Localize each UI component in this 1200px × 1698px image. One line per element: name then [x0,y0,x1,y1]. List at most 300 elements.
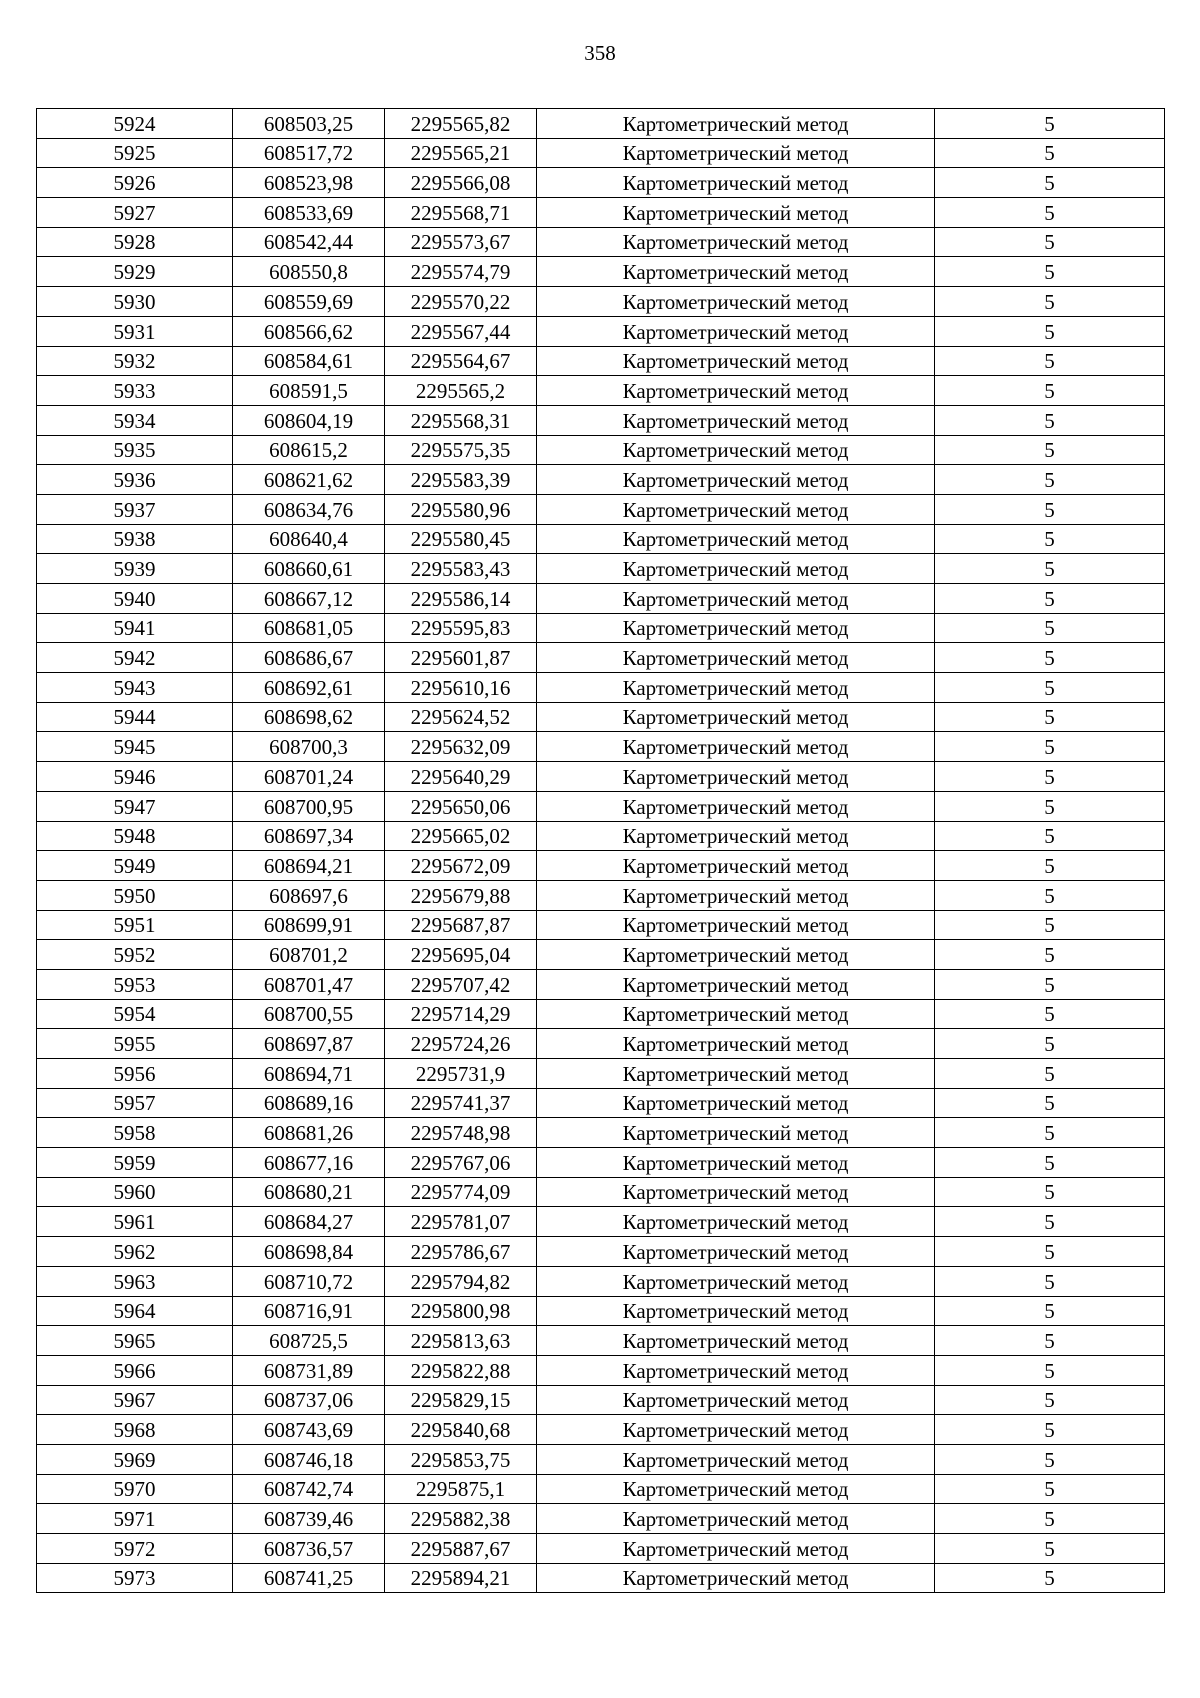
method-cell: Картометрический метод [537,851,935,881]
method-cell: Картометрический метод [537,1415,935,1445]
x-coordinate-cell: 608660,61 [233,554,385,584]
accuracy-cell: 5 [935,1563,1165,1593]
point-number-cell: 5930 [37,287,233,317]
x-coordinate-cell: 608559,69 [233,287,385,317]
x-coordinate-cell: 608746,18 [233,1444,385,1474]
table-row [37,1088,1165,1118]
method-cell: Картометрический метод [537,109,935,139]
point-number-cell: 5935 [37,435,233,465]
y-coordinate-cell: 2295568,31 [385,405,537,435]
method-cell: Картометрический метод [537,613,935,643]
y-coordinate-cell: 2295822,88 [385,1355,537,1385]
method-cell: Картометрический метод [537,554,935,584]
method-cell: Картометрический метод [537,257,935,287]
accuracy-cell: 5 [935,643,1165,673]
x-coordinate-cell: 608725,5 [233,1326,385,1356]
table-row [37,198,1165,228]
point-number-cell: 5927 [37,198,233,228]
method-cell: Картометрический метод [537,999,935,1029]
accuracy-cell: 5 [935,1355,1165,1385]
accuracy-cell: 5 [935,1326,1165,1356]
method-cell: Картометрический метод [537,1177,935,1207]
table-row [37,494,1165,524]
point-number-cell: 5965 [37,1326,233,1356]
point-number-cell: 5945 [37,732,233,762]
point-number-cell: 5926 [37,168,233,198]
point-number-cell: 5949 [37,851,233,881]
point-number-cell: 5958 [37,1118,233,1148]
y-coordinate-cell: 2295853,75 [385,1444,537,1474]
point-number-cell: 5959 [37,1148,233,1178]
x-coordinate-cell: 608743,69 [233,1415,385,1445]
x-coordinate-cell: 608621,62 [233,465,385,495]
y-coordinate-cell: 2295640,29 [385,762,537,792]
point-number-cell: 5929 [37,257,233,287]
method-cell: Картометрический метод [537,405,935,435]
y-coordinate-cell: 2295887,67 [385,1534,537,1564]
method-cell: Картометрический метод [537,1059,935,1089]
accuracy-cell: 5 [935,494,1165,524]
point-number-cell: 5968 [37,1415,233,1445]
accuracy-cell: 5 [935,524,1165,554]
table-row [37,762,1165,792]
table-row [37,969,1165,999]
accuracy-cell: 5 [935,257,1165,287]
accuracy-cell: 5 [935,880,1165,910]
y-coordinate-cell: 2295568,71 [385,198,537,228]
method-cell: Картометрический метод [537,316,935,346]
accuracy-cell: 5 [935,1534,1165,1564]
x-coordinate-cell: 608700,3 [233,732,385,762]
method-cell: Картометрический метод [537,465,935,495]
table-row [37,1059,1165,1089]
table-row [37,405,1165,435]
accuracy-cell: 5 [935,138,1165,168]
table-row [37,1029,1165,1059]
point-number-cell: 5946 [37,762,233,792]
point-number-cell: 5969 [37,1444,233,1474]
method-cell: Картометрический метод [537,346,935,376]
method-cell: Картометрический метод [537,673,935,703]
y-coordinate-cell: 2295570,22 [385,287,537,317]
accuracy-cell: 5 [935,1296,1165,1326]
table-row [37,1385,1165,1415]
method-cell: Картометрический метод [537,168,935,198]
method-cell: Картометрический метод [537,1355,935,1385]
accuracy-cell: 5 [935,435,1165,465]
y-coordinate-cell: 2295829,15 [385,1385,537,1415]
table-row [37,168,1165,198]
x-coordinate-cell: 608739,46 [233,1504,385,1534]
y-coordinate-cell: 2295767,06 [385,1148,537,1178]
y-coordinate-cell: 2295564,67 [385,346,537,376]
method-cell: Картометрический метод [537,376,935,406]
y-coordinate-cell: 2295566,08 [385,168,537,198]
table-row [37,1148,1165,1178]
point-number-cell: 5943 [37,673,233,703]
method-cell: Картометрический метод [537,821,935,851]
point-number-cell: 5970 [37,1474,233,1504]
accuracy-cell: 5 [935,1148,1165,1178]
point-number-cell: 5940 [37,584,233,614]
point-number-cell: 5932 [37,346,233,376]
y-coordinate-cell: 2295586,14 [385,584,537,614]
point-number-cell: 5931 [37,316,233,346]
table-row [37,1474,1165,1504]
x-coordinate-cell: 608681,05 [233,613,385,643]
method-cell: Картометрический метод [537,1118,935,1148]
accuracy-cell: 5 [935,702,1165,732]
y-coordinate-cell: 2295672,09 [385,851,537,881]
x-coordinate-cell: 608680,21 [233,1177,385,1207]
table-row [37,643,1165,673]
y-coordinate-cell: 2295894,21 [385,1563,537,1593]
x-coordinate-cell: 608684,27 [233,1207,385,1237]
table-row [37,791,1165,821]
table-row [37,910,1165,940]
x-coordinate-cell: 608677,16 [233,1148,385,1178]
accuracy-cell: 5 [935,1415,1165,1445]
point-number-cell: 5956 [37,1059,233,1089]
point-number-cell: 5954 [37,999,233,1029]
accuracy-cell: 5 [935,791,1165,821]
y-coordinate-cell: 2295786,67 [385,1237,537,1267]
table-row [37,227,1165,257]
x-coordinate-cell: 608640,4 [233,524,385,554]
method-cell: Картометрический метод [537,1385,935,1415]
accuracy-cell: 5 [935,1088,1165,1118]
point-number-cell: 5941 [37,613,233,643]
method-cell: Картометрический метод [537,435,935,465]
table-row [37,524,1165,554]
x-coordinate-cell: 608694,71 [233,1059,385,1089]
point-number-cell: 5972 [37,1534,233,1564]
table-row [37,1118,1165,1148]
point-number-cell: 5938 [37,524,233,554]
point-number-cell: 5947 [37,791,233,821]
point-number-cell: 5925 [37,138,233,168]
point-number-cell: 5973 [37,1563,233,1593]
point-number-cell: 5971 [37,1504,233,1534]
y-coordinate-cell: 2295794,82 [385,1266,537,1296]
y-coordinate-cell: 2295731,9 [385,1059,537,1089]
y-coordinate-cell: 2295573,67 [385,227,537,257]
table-row [37,465,1165,495]
table-row [37,554,1165,584]
accuracy-cell: 5 [935,1207,1165,1237]
table-row [37,940,1165,970]
accuracy-cell: 5 [935,1029,1165,1059]
method-cell: Картометрический метод [537,494,935,524]
x-coordinate-cell: 608566,62 [233,316,385,346]
accuracy-cell: 5 [935,554,1165,584]
accuracy-cell: 5 [935,1504,1165,1534]
accuracy-cell: 5 [935,821,1165,851]
point-number-cell: 5924 [37,109,233,139]
y-coordinate-cell: 2295687,87 [385,910,537,940]
y-coordinate-cell: 2295724,26 [385,1029,537,1059]
point-number-cell: 5942 [37,643,233,673]
table-row [37,1355,1165,1385]
method-cell: Картометрический метод [537,227,935,257]
method-cell: Картометрический метод [537,762,935,792]
x-coordinate-cell: 608694,21 [233,851,385,881]
x-coordinate-cell: 608742,74 [233,1474,385,1504]
point-number-cell: 5966 [37,1355,233,1385]
x-coordinate-cell: 608615,2 [233,435,385,465]
x-coordinate-cell: 608710,72 [233,1266,385,1296]
table-row [37,1415,1165,1445]
table-row [37,613,1165,643]
point-number-cell: 5928 [37,227,233,257]
point-number-cell: 5939 [37,554,233,584]
accuracy-cell: 5 [935,969,1165,999]
point-number-cell: 5955 [37,1029,233,1059]
x-coordinate-cell: 608681,26 [233,1118,385,1148]
y-coordinate-cell: 2295875,1 [385,1474,537,1504]
accuracy-cell: 5 [935,1444,1165,1474]
accuracy-cell: 5 [935,940,1165,970]
coordinates-table-body [37,109,1165,1593]
x-coordinate-cell: 608689,16 [233,1088,385,1118]
x-coordinate-cell: 608542,44 [233,227,385,257]
y-coordinate-cell: 2295650,06 [385,791,537,821]
y-coordinate-cell: 2295575,35 [385,435,537,465]
point-number-cell: 5964 [37,1296,233,1326]
y-coordinate-cell: 2295595,83 [385,613,537,643]
accuracy-cell: 5 [935,584,1165,614]
method-cell: Картометрический метод [537,1563,935,1593]
x-coordinate-cell: 608700,55 [233,999,385,1029]
accuracy-cell: 5 [935,198,1165,228]
method-cell: Картометрический метод [537,584,935,614]
y-coordinate-cell: 2295774,09 [385,1177,537,1207]
y-coordinate-cell: 2295707,42 [385,969,537,999]
y-coordinate-cell: 2295679,88 [385,880,537,910]
table-row [37,1266,1165,1296]
accuracy-cell: 5 [935,613,1165,643]
table-row [37,287,1165,317]
table-row [37,1296,1165,1326]
accuracy-cell: 5 [935,1474,1165,1504]
accuracy-cell: 5 [935,109,1165,139]
point-number-cell: 5944 [37,702,233,732]
table-row [37,1177,1165,1207]
table-row [37,138,1165,168]
table-row [37,880,1165,910]
x-coordinate-cell: 608701,24 [233,762,385,792]
accuracy-cell: 5 [935,376,1165,406]
x-coordinate-cell: 608686,67 [233,643,385,673]
x-coordinate-cell: 608523,98 [233,168,385,198]
method-cell: Картометрический метод [537,702,935,732]
x-coordinate-cell: 608699,91 [233,910,385,940]
table-row [37,1237,1165,1267]
accuracy-cell: 5 [935,673,1165,703]
x-coordinate-cell: 608697,6 [233,880,385,910]
y-coordinate-cell: 2295610,16 [385,673,537,703]
point-number-cell: 5937 [37,494,233,524]
y-coordinate-cell: 2295601,87 [385,643,537,673]
method-cell: Картометрический метод [537,1534,935,1564]
method-cell: Картометрический метод [537,1444,935,1474]
method-cell: Картометрический метод [537,1237,935,1267]
page-number: 358 [584,41,616,65]
x-coordinate-cell: 608736,57 [233,1534,385,1564]
y-coordinate-cell: 2295748,98 [385,1118,537,1148]
table-row [37,257,1165,287]
x-coordinate-cell: 608550,8 [233,257,385,287]
point-number-cell: 5957 [37,1088,233,1118]
method-cell: Картометрический метод [537,1504,935,1534]
accuracy-cell: 5 [935,287,1165,317]
table-row [37,316,1165,346]
y-coordinate-cell: 2295624,52 [385,702,537,732]
x-coordinate-cell: 608741,25 [233,1563,385,1593]
y-coordinate-cell: 2295714,29 [385,999,537,1029]
table-row [37,702,1165,732]
x-coordinate-cell: 608692,61 [233,673,385,703]
method-cell: Картометрический метод [537,969,935,999]
y-coordinate-cell: 2295565,82 [385,109,537,139]
y-coordinate-cell: 2295580,45 [385,524,537,554]
coordinates-table [36,108,1165,1593]
y-coordinate-cell: 2295800,98 [385,1296,537,1326]
accuracy-cell: 5 [935,168,1165,198]
accuracy-cell: 5 [935,1118,1165,1148]
x-coordinate-cell: 608697,34 [233,821,385,851]
x-coordinate-cell: 608731,89 [233,1355,385,1385]
table-row [37,851,1165,881]
method-cell: Картометрический метод [537,643,935,673]
accuracy-cell: 5 [935,851,1165,881]
table-row [37,732,1165,762]
x-coordinate-cell: 608533,69 [233,198,385,228]
x-coordinate-cell: 608716,91 [233,1296,385,1326]
method-cell: Картометрический метод [537,1474,935,1504]
table-row [37,1326,1165,1356]
x-coordinate-cell: 608517,72 [233,138,385,168]
point-number-cell: 5934 [37,405,233,435]
y-coordinate-cell: 2295781,07 [385,1207,537,1237]
x-coordinate-cell: 608737,06 [233,1385,385,1415]
point-number-cell: 5967 [37,1385,233,1415]
method-cell: Картометрический метод [537,880,935,910]
y-coordinate-cell: 2295565,2 [385,376,537,406]
method-cell: Картометрический метод [537,1088,935,1118]
method-cell: Картометрический метод [537,138,935,168]
table-row [37,1504,1165,1534]
point-number-cell: 5933 [37,376,233,406]
accuracy-cell: 5 [935,227,1165,257]
method-cell: Картометрический метод [537,732,935,762]
point-number-cell: 5953 [37,969,233,999]
x-coordinate-cell: 608701,47 [233,969,385,999]
accuracy-cell: 5 [935,346,1165,376]
x-coordinate-cell: 608634,76 [233,494,385,524]
method-cell: Картометрический метод [537,198,935,228]
y-coordinate-cell: 2295813,63 [385,1326,537,1356]
accuracy-cell: 5 [935,1059,1165,1089]
accuracy-cell: 5 [935,1177,1165,1207]
x-coordinate-cell: 608667,12 [233,584,385,614]
method-cell: Картометрический метод [537,940,935,970]
table-row [37,109,1165,139]
method-cell: Картометрический метод [537,1326,935,1356]
point-number-cell: 5950 [37,880,233,910]
x-coordinate-cell: 608701,2 [233,940,385,970]
y-coordinate-cell: 2295567,44 [385,316,537,346]
y-coordinate-cell: 2295840,68 [385,1415,537,1445]
table-row [37,376,1165,406]
accuracy-cell: 5 [935,405,1165,435]
x-coordinate-cell: 608698,62 [233,702,385,732]
table-row [37,1534,1165,1564]
accuracy-cell: 5 [935,1266,1165,1296]
point-number-cell: 5961 [37,1207,233,1237]
table-row [37,584,1165,614]
y-coordinate-cell: 2295583,39 [385,465,537,495]
table-row [37,1444,1165,1474]
method-cell: Картометрический метод [537,910,935,940]
method-cell: Картометрический метод [537,1266,935,1296]
point-number-cell: 5952 [37,940,233,970]
y-coordinate-cell: 2295583,43 [385,554,537,584]
method-cell: Картометрический метод [537,1148,935,1178]
accuracy-cell: 5 [935,732,1165,762]
method-cell: Картометрический метод [537,1207,935,1237]
point-number-cell: 5962 [37,1237,233,1267]
method-cell: Картометрический метод [537,524,935,554]
table-row [37,821,1165,851]
accuracy-cell: 5 [935,465,1165,495]
x-coordinate-cell: 608698,84 [233,1237,385,1267]
table-row [37,435,1165,465]
table-row [37,673,1165,703]
accuracy-cell: 5 [935,999,1165,1029]
table-row [37,1207,1165,1237]
accuracy-cell: 5 [935,910,1165,940]
table-row [37,1563,1165,1593]
accuracy-cell: 5 [935,1385,1165,1415]
y-coordinate-cell: 2295665,02 [385,821,537,851]
accuracy-cell: 5 [935,316,1165,346]
y-coordinate-cell: 2295580,96 [385,494,537,524]
x-coordinate-cell: 608700,95 [233,791,385,821]
point-number-cell: 5963 [37,1266,233,1296]
y-coordinate-cell: 2295632,09 [385,732,537,762]
x-coordinate-cell: 608591,5 [233,376,385,406]
table-row [37,346,1165,376]
point-number-cell: 5960 [37,1177,233,1207]
x-coordinate-cell: 608503,25 [233,109,385,139]
x-coordinate-cell: 608604,19 [233,405,385,435]
method-cell: Картометрический метод [537,791,935,821]
table-row [37,999,1165,1029]
y-coordinate-cell: 2295882,38 [385,1504,537,1534]
x-coordinate-cell: 608697,87 [233,1029,385,1059]
x-coordinate-cell: 608584,61 [233,346,385,376]
y-coordinate-cell: 2295574,79 [385,257,537,287]
method-cell: Картометрический метод [537,1029,935,1059]
y-coordinate-cell: 2295741,37 [385,1088,537,1118]
accuracy-cell: 5 [935,762,1165,792]
point-number-cell: 5936 [37,465,233,495]
y-coordinate-cell: 2295695,04 [385,940,537,970]
accuracy-cell: 5 [935,1237,1165,1267]
point-number-cell: 5951 [37,910,233,940]
point-number-cell: 5948 [37,821,233,851]
